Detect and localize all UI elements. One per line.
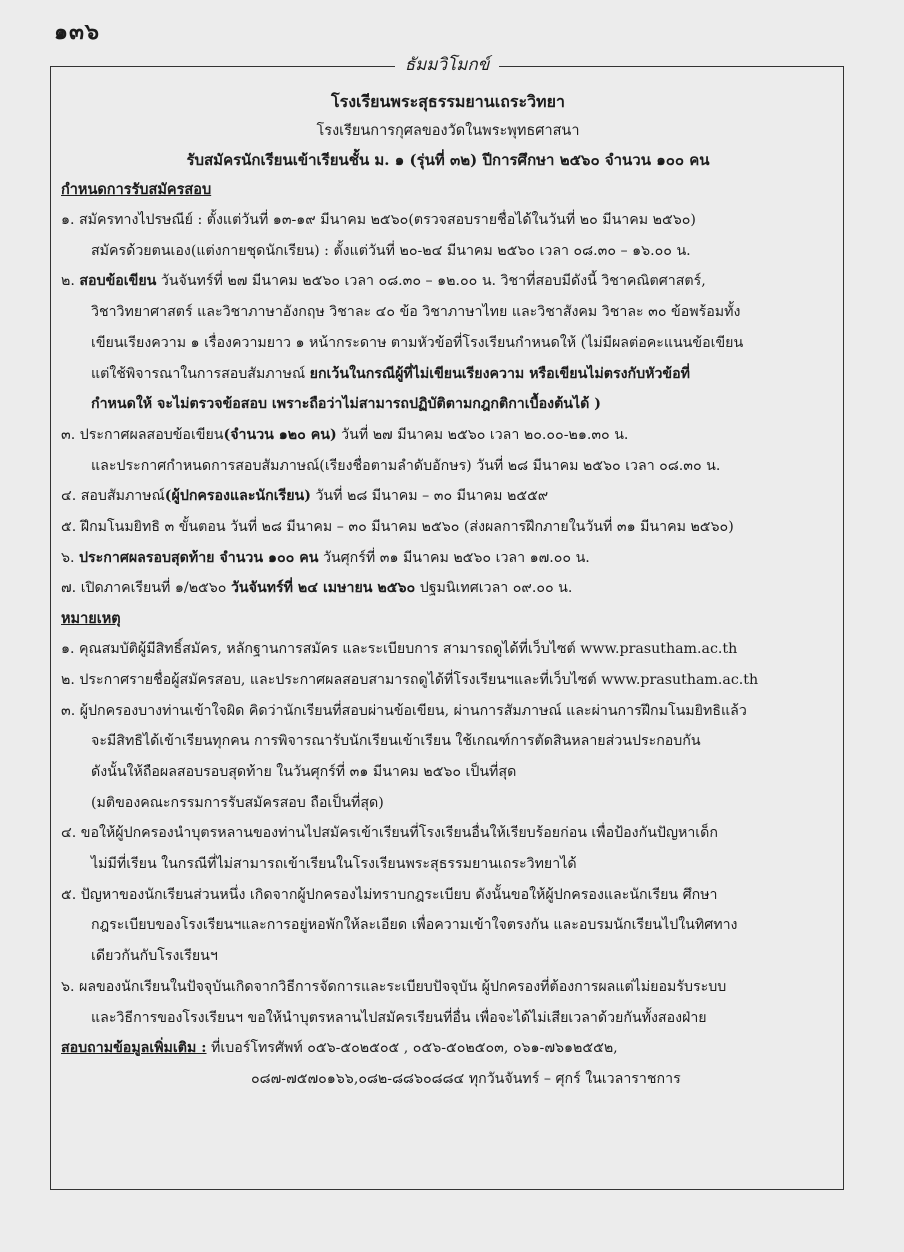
page-number: ๑๓๖ bbox=[54, 19, 100, 45]
schedule-item-6: ๖. ประกาศผลรอบสุดท้าย จำนวน ๑๐๐ คน วันศุกร์ที่ ๓๑ มีนาคม ๒๕๖๐ เวลา ๑๗.๐๐ น. bbox=[61, 549, 590, 566]
note-5: ๕. ปัญหาของนักเรียนส่วนหนึ่ง เกิดจากผู้ปกครองไม่ทราบกฎระเบียบ ดังนั้นขอให้ผู้ปกครองและนักเรียน ศึกษา bbox=[61, 886, 718, 903]
contact-phones: ที่เบอร์โทรศัพท์ ๐๕๖-๕๐๒๕๐๕ , ๐๕๖-๕๐๒๕๐๓, ๐๖๑-๗๖๑๒๕๕๒, bbox=[211, 1040, 618, 1057]
schedule-item-3-line-2: และประกาศกำหนดการสอบสัมภาษณ์(เรียงชื่อตามลำดับอักษร) วันที่ ๒๘ มีนาคม ๒๕๖๐ เวลา ๐๘.๓๐ น. bbox=[91, 457, 721, 474]
document-content bbox=[61, 87, 835, 1095]
contact-info bbox=[61, 1033, 835, 1064]
schedule-item-2-line-5: กำหนดให้ จะไม่ตรวจข้อสอบ เพราะถือว่าไม่สามารถปฏิบัติตามกฎกติกาเบื้องต้นได้ ) bbox=[91, 396, 601, 413]
schedule-item-4: ๔. สอบสัมภาษณ์(ผู้ปกครองและนักเรียน) วันที่ ๒๘ มีนาคม – ๓๐ มีนาคม ๒๕๕๙ bbox=[61, 488, 549, 505]
schedule-item-2-line-3: เขียนเรียงความ ๑ เรื่องความยาว ๑ หน้ากระดาษ ตามหัวข้อที่โรงเรียนกำหนดให้ (ไม่มีผลต่อคะแนนข้อเขียน bbox=[91, 334, 744, 351]
note-2: ๒. ประกาศรายชื่อผู้สมัครสอบ, และประกาศผลสอบสามารถดูได้ที่โรงเรียนฯและที่เว็บไซต์ www.prasutham.ac.th bbox=[61, 671, 759, 688]
note-6-line-2: และวิธีการของโรงเรียนฯ ขอให้นำบุตรหลานไปสมัครเรียนที่อื่น เพื่อจะได้ไม่เสียเวลาด้วยกันทั้งสองฝ่าย bbox=[91, 1009, 707, 1026]
note-6: ๖. ผลของนักเรียนในปัจจุบันเกิดจากวิธีการจัดการและระเบียบปัจจุบัน ผู้ปกครองที่ต้องการผลแต่ไม่ยอมรับระบบ bbox=[61, 978, 727, 995]
school-name: โรงเรียนพระสุธรรมยานเถระวิทยา bbox=[331, 92, 565, 111]
note-3-line-2: จะมีสิทธิได้เข้าเรียนทุกคน การพิจารณารับนักเรียนเข้าเรียน ใช้เกณฑ์การตัดสินหลายส่วนประกอบกัน bbox=[91, 733, 701, 750]
note-1: ๑. คุณสมบัติผู้มีสิทธิ์สมัคร, หลักฐานการสมัคร และระเบียบการ สามารถดูได้ที่เว็บไซต์ www.prasutham.ac.th bbox=[61, 641, 738, 658]
announcement-title: รับสมัครนักเรียนเข้าเรียนชั้น ม. ๑ (รุ่นที่ ๓๒) ปีการศึกษา ๒๕๖๐ จำนวน ๑๐๐ คน bbox=[186, 151, 710, 169]
schedule-item-2-line-2: วิชาวิทยาศาสตร์ และวิชาภาษาอังกฤษ วิชาละ ๔๐ ข้อ วิชาภาษาไทย และวิชาสังคม วิชาละ ๓๐ ข้อพร้อมทั้ง bbox=[91, 304, 741, 321]
schedule-item-7: ๗. เปิดภาคเรียนที่ ๑/๒๕๖๐ วันจันทร์ที่ ๒๔ เมษายน ๒๕๖๐ ปฐมนิเทศเวลา ๐๙.๐๐ น. bbox=[61, 580, 573, 597]
schedule-item-2-line-4: แต่ใช้พิจารณาในการสอบสัมภาษณ์ ยกเว้นในกรณีผู้ที่ไม่เขียนเรียงความ หรือเขียนไม่ตรงกับหัวข้อที่ bbox=[91, 365, 690, 382]
note-4: ๔. ขอให้ผู้ปกครองนำบุตรหลานของท่านไปสมัครเข้าเรียนที่โรงเรียนอื่นให้เรียบร้อยก่อน เพื่อป้องกันปัญหาเด็ก bbox=[61, 825, 718, 842]
note-3: ๓. ผู้ปกครองบางท่านเข้าใจผิด คิดว่านักเรียนที่สอบผ่านข้อเขียน, ผ่านการสัมภาษณ์ และผ่านการฝึกมโนมยิทธิแล้ว bbox=[61, 702, 747, 719]
schedule-heading: กำหนดการรับสมัครสอบ bbox=[61, 181, 212, 198]
school-subtitle: โรงเรียนการกุศลของวัดในพระพุทธศาสนา bbox=[316, 123, 580, 139]
magazine-name: ธัมมวิโมกข์ bbox=[51, 51, 843, 78]
schedule-item-1: ๑. สมัครทางไปรษณีย์ : ตั้งแต่วันที่ ๑๓-๑๙ มีนาคม ๒๕๖๐(ตรวจสอบรายชื่อได้ในวันที่ ๒๐ มีนาคม ๒๕๖๐) bbox=[61, 212, 696, 228]
document-frame bbox=[50, 55, 844, 1190]
note-5-line-3: เดียวกันกับโรงเรียนฯ bbox=[91, 948, 218, 965]
schedule-item-3: ๓. ประกาศผลสอบข้อเขียน(จำนวน ๑๒๐ คน) วันที่ ๒๗ มีนาคม ๒๕๖๐ เวลา ๒๐.๐๐-๒๑.๓๐ น. bbox=[61, 426, 629, 443]
note-3-line-3: ดังนั้นให้ถือผลสอบรอบสุดท้าย ในวันศุกร์ที่ ๓๑ มีนาคม ๒๕๖๐ เป็นที่สุด bbox=[91, 763, 517, 780]
contact-info-line-2: ๐๘๗-๗๕๗๐๑๖๖,๐๘๒-๘๘๖๐๘๘๔ ทุกวันจันทร์ – ศุกร์ ในเวลาราชการ bbox=[251, 1070, 681, 1087]
note-3-line-4: (มติของคณะกรรมการรับสมัครสอบ ถือเป็นที่สุด) bbox=[91, 794, 384, 811]
schedule-item-1-line-2: สมัครด้วยตนเอง(แต่งกายชุดนักเรียน) : ตั้งแต่วันที่ ๒๐-๒๔ มีนาคม ๒๕๖๐ เวลา ๐๘.๓๐ – ๑๖.๐๐ น. bbox=[91, 242, 691, 259]
schedule-item-2: ๒. สอบข้อเขียน วันจันทร์ที่ ๒๗ มีนาคม ๒๕๖๐ เวลา ๐๘.๓๐ – ๑๒.๐๐ น. วิชาที่สอบมีดังนี้ วิชาคณิตศาสตร์, bbox=[61, 273, 706, 290]
note-5-line-2: กฎระเบียบของโรงเรียนฯและการอยู่หอพักให้ละเอียด เพื่อความเข้าใจตรงกัน และอบรมนักเรียนไปในทิศทาง bbox=[91, 917, 738, 934]
schedule-item-5: ๕. ฝึกมโนมยิทธิ ๓ ขั้นตอน วันที่ ๒๘ มีนาคม – ๓๐ มีนาคม ๒๕๖๐ (ส่งผลการฝึกภายในวันที่ ๓๑ มีนาคม ๒๕๖๐) bbox=[61, 519, 734, 536]
note-4-line-2: ไม่มีที่เรียน ในกรณีที่ไม่สามารถเข้าเรียนในโรงเรียนพระสุธรรมยานเถระวิทยาได้ bbox=[91, 856, 577, 873]
notes-heading: หมายเหตุ bbox=[61, 610, 121, 628]
contact-label: สอบถามข้อมูลเพิ่มเติม : bbox=[61, 1040, 207, 1057]
